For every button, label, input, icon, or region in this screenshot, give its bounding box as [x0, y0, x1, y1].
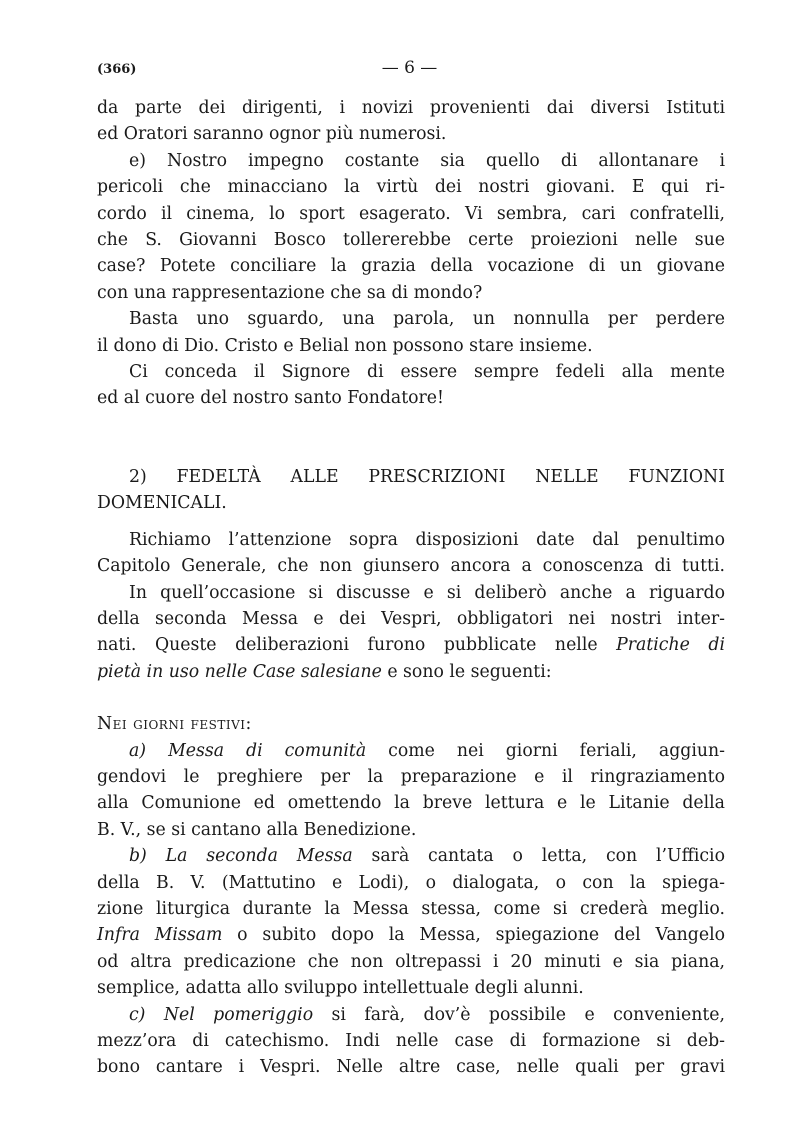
text-line: bono cantare i Vespri. Nelle altre case, nelle quali per gravi	[97, 1057, 725, 1078]
subheading: Nei giorni festivi:	[97, 714, 252, 735]
text-line: a) Messa di comunità come nei giorni feriali, aggiun-	[129, 740, 725, 761]
text-line: b) La seconda Messa sarà cantata o letta, con l’Ufficio	[129, 846, 725, 867]
text-line: Ci conceda il Signore di essere sempre fedeli alla mente	[129, 362, 725, 383]
text-line: Richiamo l’attenzione sopra disposizioni date dal penultimo	[129, 529, 725, 550]
italic-term: Nel pomeriggio	[163, 1004, 314, 1025]
text-line: od altra predicazione che non oltrepassi i 20 minuti e sia piana,	[97, 951, 725, 972]
italic-term: Messa di comunità	[168, 740, 367, 761]
text-line: zione liturgica durante la Messa stessa, come si crederà meglio.	[97, 898, 725, 919]
text-line: ed al cuore del nostro santo Fondatore!	[97, 388, 444, 409]
text-line: pericoli che minacciano la virtù dei nostri giovani. E qui ri-	[97, 177, 725, 198]
text-line: semplice, adatta allo sviluppo intellettuale degli alunni.	[97, 978, 584, 999]
text-line: B. V., se si cantano alla Benedizione.	[97, 819, 417, 840]
page-body	[97, 95, 725, 1081]
section-heading: DOMENICALI.	[97, 493, 227, 514]
text-line: nati. Queste deliberazioni furono pubblicate nelle Pratiche di	[97, 635, 725, 656]
text-line: alla Comunione ed omettendo la breve lettura e le Litanie della	[97, 793, 725, 814]
text-line: da parte dei dirigenti, i novizi provenienti dai diversi Istituti	[97, 98, 725, 118]
text-line: Infra Missam o subito dopo la Messa, spiegazione del Vangelo	[97, 925, 726, 946]
text-line: Capitolo Generale, che non giunsero ancora a conoscenza di tutti.	[97, 556, 725, 577]
text-line: con una rappresentazione che sa di mondo?	[97, 282, 483, 303]
italic-title: Pratiche di	[616, 635, 725, 656]
text-line: gendovi le preghiere per la preparazione e il ringraziamento	[97, 766, 725, 787]
page-reference: (366)	[97, 62, 137, 77]
page-number: — 6 —	[381, 58, 438, 78]
italic-term: Infra Missam	[97, 925, 223, 946]
text-line: della seconda Messa e dei Vespri, obbligatori nei nostri inter-	[97, 608, 725, 629]
text-line: c) Nel pomeriggio si farà, dov’è possibile e conveniente,	[129, 1004, 725, 1025]
text-line: Basta uno sguardo, una parola, un nonnulla per perdere	[129, 309, 725, 330]
text-line: pietà in uso nelle Case salesiane e sono le seguenti:	[97, 661, 552, 682]
italic-title: pietà in uso nelle Case salesiane	[97, 661, 382, 682]
italic-term: La seconda Messa	[165, 846, 353, 867]
text-line: mezz’ora di catechismo. Indi nelle case di formazione si deb-	[97, 1031, 725, 1051]
text-line: In quell’occasione si discusse e si deliberò anche a riguardo	[129, 582, 725, 603]
page-header	[97, 58, 722, 84]
text-line: cordo il cinema, lo sport esagerato. Vi sembra, cari confratelli,	[97, 203, 725, 224]
spacer	[97, 438, 725, 464]
text-line: case? Potete conciliare la grazia della vocazione di un giovane	[97, 256, 725, 277]
text-line: il dono di Dio. Cristo e Belial non possono stare insieme.	[97, 335, 593, 356]
text-line: ed Oratori saranno ognor più numerosi.	[97, 124, 447, 145]
text-line: e) Nostro impegno costante sia quello di allontanare i	[129, 150, 725, 171]
spacer	[97, 412, 725, 438]
text-line: della B. V. (Mattutino e Lodi), o dialogata, o con la spiega-	[97, 872, 725, 893]
section-heading: 2) FEDELTÀ ALLE PRESCRIZIONI NELLE FUNZIONI	[129, 466, 725, 487]
text-line: che S. Giovanni Bosco tollererebbe certe proiezioni nelle sue	[97, 230, 725, 251]
